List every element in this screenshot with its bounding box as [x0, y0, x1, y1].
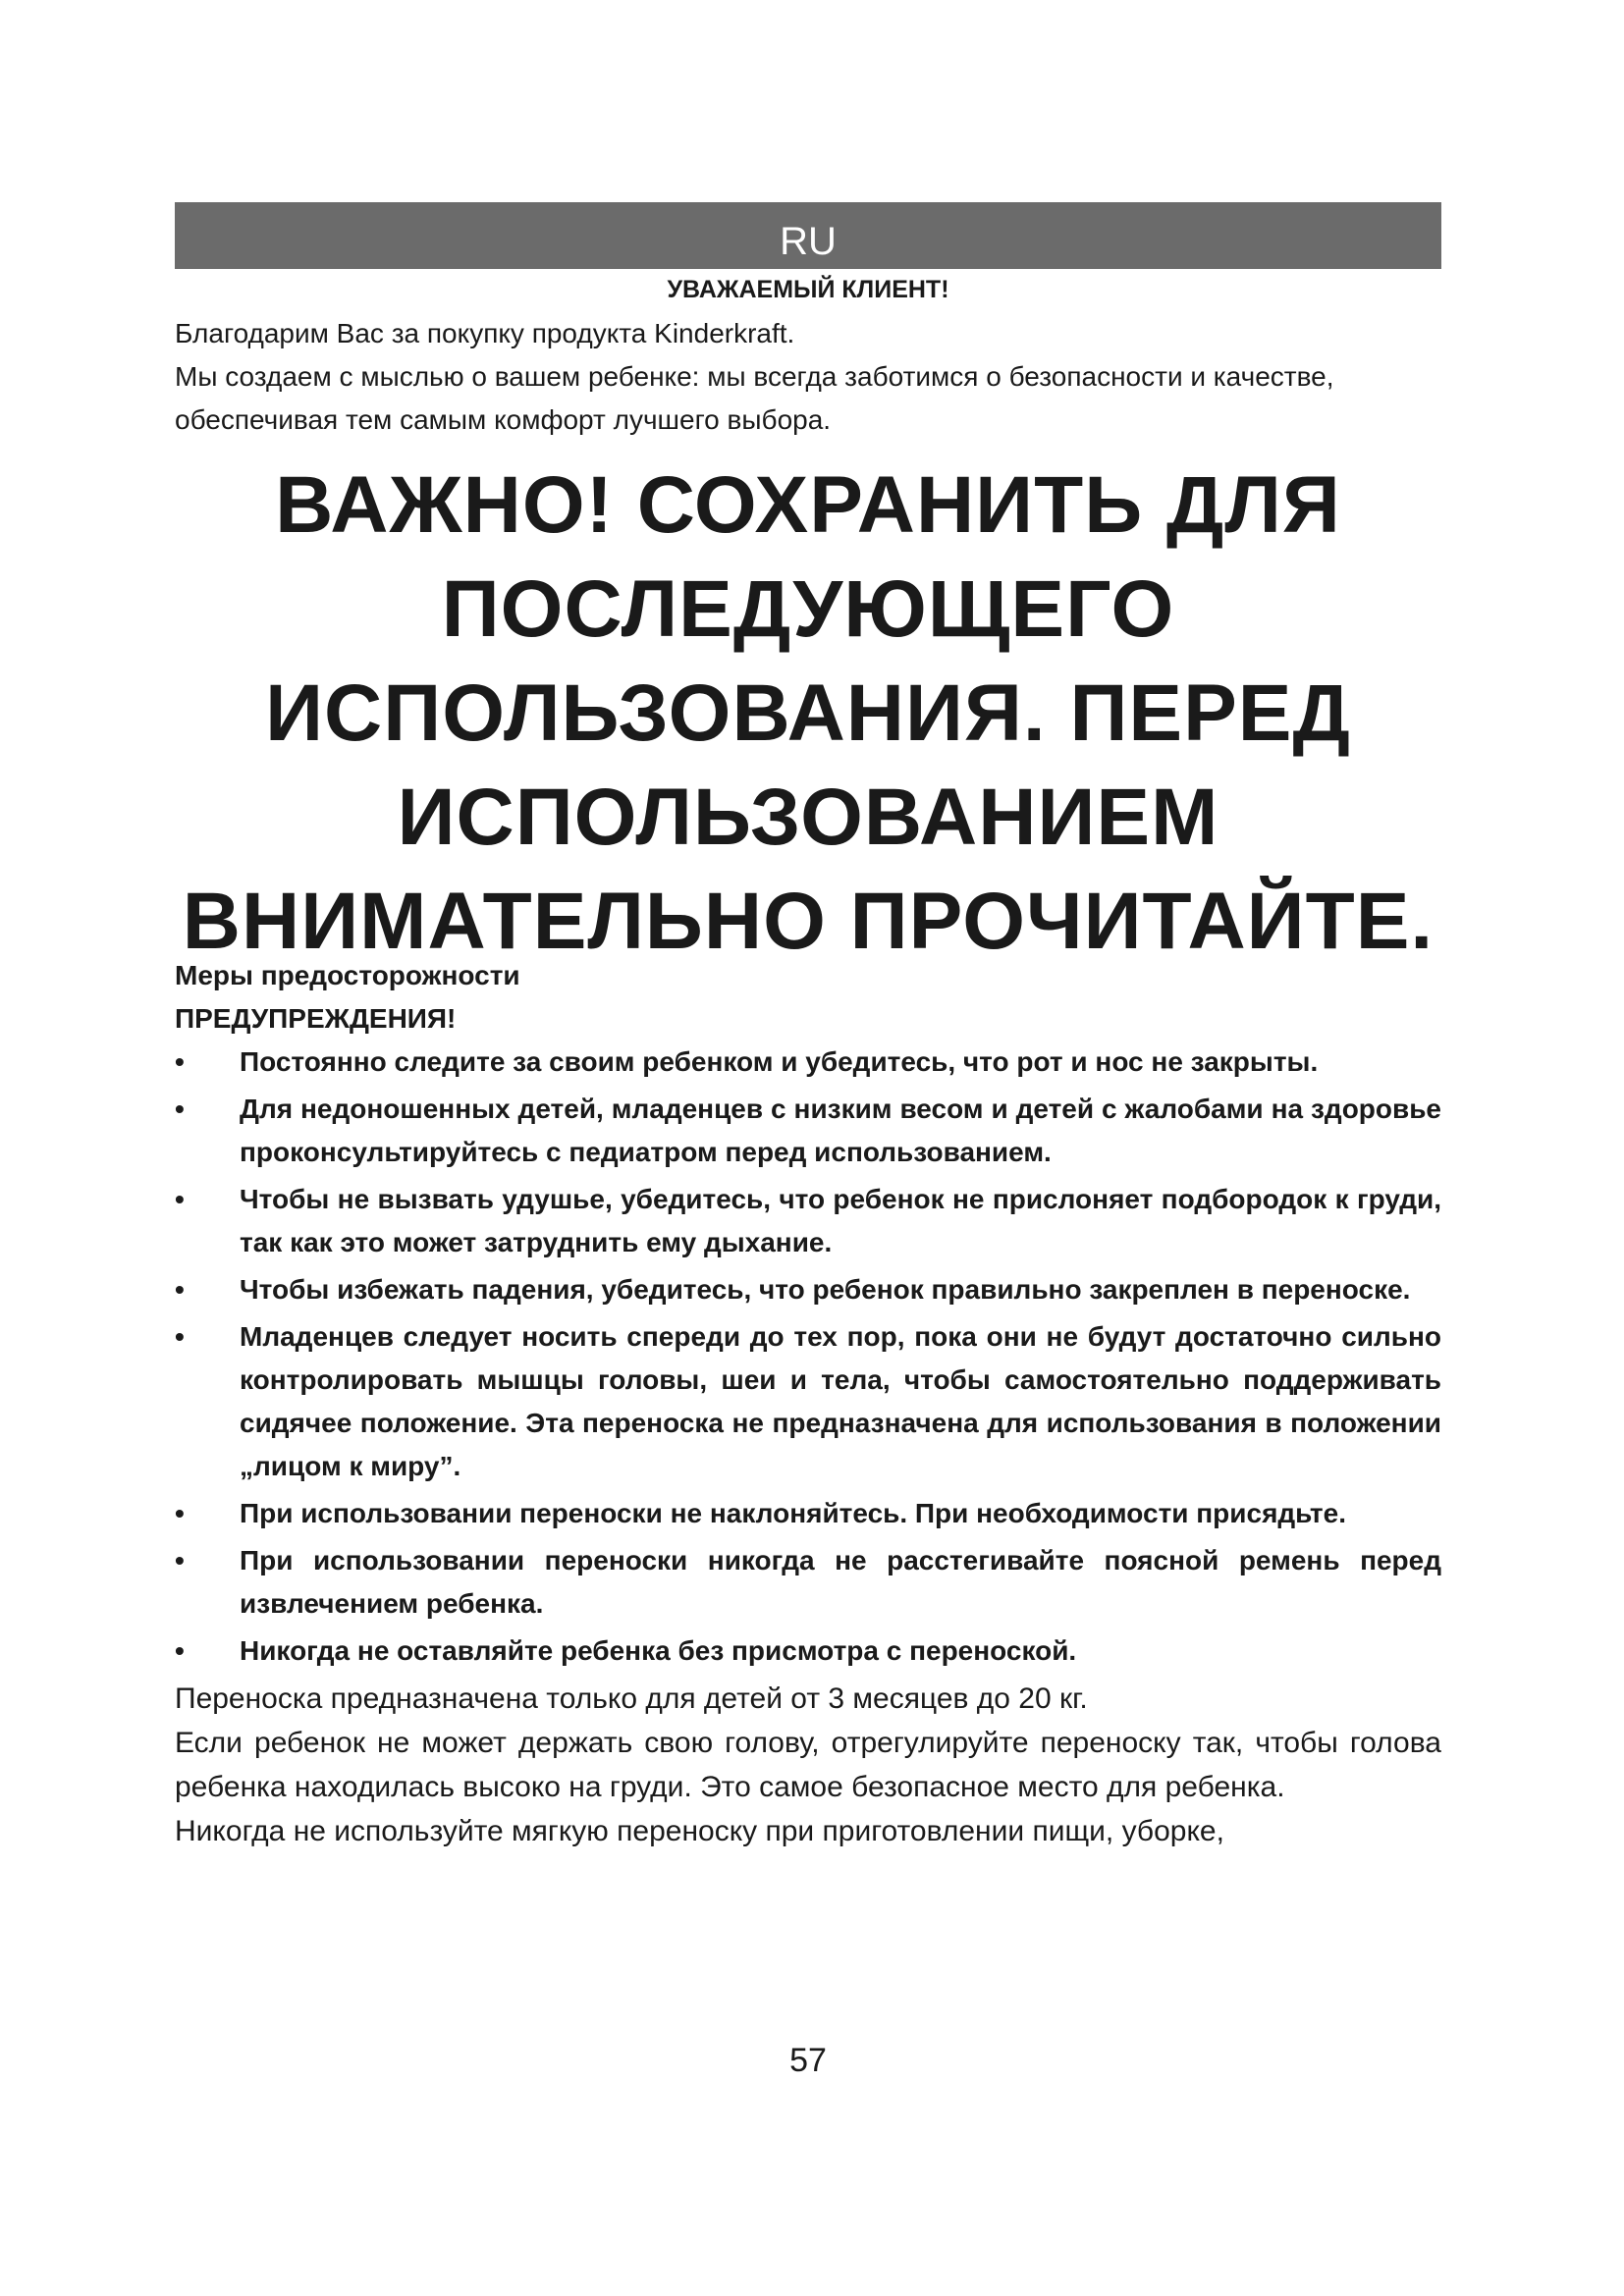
warning-item	[175, 1629, 1441, 1673]
warning-item	[175, 1178, 1441, 1264]
warning-text: Чтобы не вызвать удушье, убедитесь, что ребенок не прислоняет подбородок к груди, так как это может затруднить ему дыхание.	[240, 1184, 1441, 1257]
headline-line: ВАЖНО! СОХРАНИТЬ ДЛЯ	[275, 460, 1341, 550]
precautions-title: Меры предосторожности	[175, 960, 520, 990]
bullet-icon: •	[175, 1498, 185, 1528]
important-headline	[175, 454, 1441, 974]
bullet-icon: •	[175, 1274, 185, 1305]
headline-line: ПОСЛЕДУЮЩЕГО	[441, 564, 1175, 654]
language-header-bar	[175, 202, 1441, 269]
intro-paragraph: Благодарим Вас за покупку продукта Kinderkraft.	[175, 318, 795, 348]
body-paragraph: Никогда не используйте мягкую переноску при приготовлении пищи, уборке,	[175, 1815, 1224, 1847]
body-paragraph: Переноска предназначена только для детей от 3 месяцев до 20 кг.	[175, 1682, 1088, 1715]
warning-item	[175, 1041, 1441, 1084]
bullet-icon: •	[175, 1184, 185, 1214]
intro-text	[175, 312, 1441, 442]
warning-text: Младенцев следует носить спереди до тех пор, пока они не будут достаточно сильно контролировать мышцы головы, шеи и тела, чтобы самостоятельно поддерживать сидячее положение. Эта переноска не предназначена для использования в положении „лицом к миру”.	[240, 1321, 1441, 1481]
warning-text: Для недоношенных детей, младенцев с низким весом и детей с жалобами на здоровье проконсультируйтесь с педиатром перед использованием.	[240, 1094, 1441, 1167]
warning-item	[175, 1268, 1441, 1311]
safety-section	[175, 954, 1441, 1853]
body-paragraph: Если ребенок не может держать свою голову, отрегулируйте переноску так, чтобы голова ребенка находилась высоко на груди. Это самое безопасное место для ребенка.	[175, 1727, 1441, 1803]
headline-line: ИСПОЛЬЗОВАНИЯ. ПЕРЕД	[265, 668, 1351, 758]
warning-item	[175, 1088, 1441, 1174]
language-code: RU	[780, 220, 837, 263]
warning-text: Никогда не оставляйте ребенка без присмотра с переноской.	[240, 1635, 1077, 1666]
bullet-icon: •	[175, 1321, 185, 1352]
warning-item	[175, 1492, 1441, 1535]
page-number: 57	[789, 2042, 827, 2079]
bullet-icon: •	[175, 1635, 185, 1666]
headline-line: ВНИМАТЕЛЬНО ПРОЧИТАЙТЕ.	[182, 877, 1435, 966]
greeting-heading: УВАЖАЕМЫЙ КЛИЕНТ!	[667, 276, 949, 303]
warning-text: При использовании переноски не наклоняйтесь. При необходимости присядьте.	[240, 1498, 1346, 1528]
intro-paragraph: Мы создаем с мыслью о вашем ребенке: мы всегда заботимся о безопасности и качестве, обеспечивая тем самым комфорт лучшего выбора.	[175, 361, 1334, 435]
headline-line: ИСПОЛЬЗОВАНИЕМ	[397, 773, 1219, 862]
warning-text: Постоянно следите за своим ребенком и убедитесь, что рот и нос не закрыты.	[240, 1046, 1319, 1077]
warnings-list	[175, 1041, 1441, 1673]
bullet-icon: •	[175, 1094, 185, 1124]
warnings-title: ПРЕДУПРЕЖДЕНИЯ!	[175, 1003, 457, 1034]
warning-item	[175, 1539, 1441, 1626]
warning-text: Чтобы избежать падения, убедитесь, что ребенок правильно закреплен в переноске.	[240, 1274, 1411, 1305]
warning-item	[175, 1315, 1441, 1488]
bullet-icon: •	[175, 1046, 185, 1077]
bullet-icon: •	[175, 1545, 185, 1575]
warning-text: При использовании переноски никогда не расстегивайте поясной ремень перед извлечением ребенка.	[240, 1545, 1441, 1619]
